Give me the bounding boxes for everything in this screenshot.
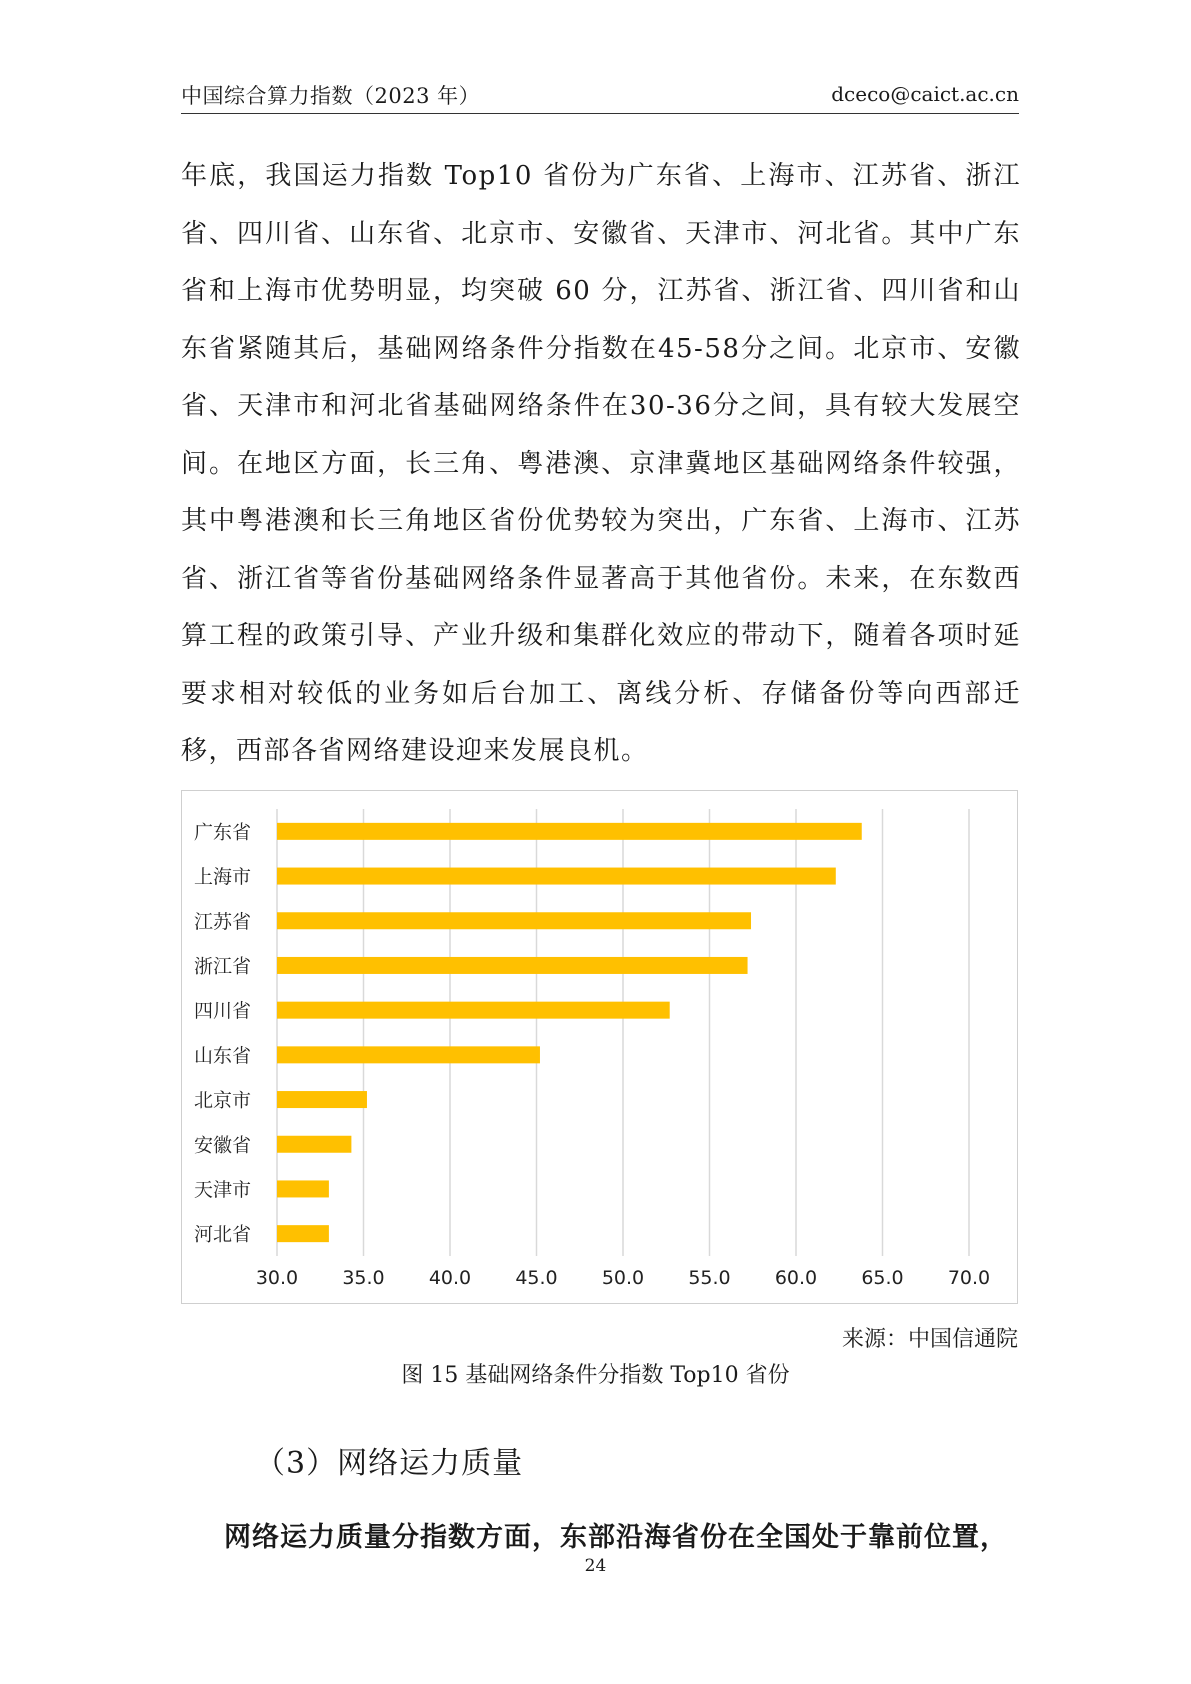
source-note: 来源：中国信通院	[841, 1327, 1018, 1352]
category-label: 北京市	[194, 1089, 252, 1112]
category-label: 广东省	[194, 821, 252, 844]
bar	[277, 1002, 670, 1019]
category-label: 天津市	[194, 1178, 252, 1201]
bar	[277, 1225, 329, 1242]
chart-canvas	[182, 791, 1017, 1303]
category-label: 江苏省	[194, 910, 252, 933]
x-tick-label: 55.0	[688, 1267, 731, 1289]
document-title: 中国综合算力指数（2023 年）	[181, 84, 481, 108]
category-label: 浙江省	[194, 955, 252, 978]
section-heading: （3）网络运力质量	[255, 1446, 524, 1481]
bar	[277, 957, 748, 974]
bar	[277, 1180, 329, 1197]
header-divider	[181, 113, 1019, 114]
x-tick-label: 65.0	[861, 1267, 904, 1289]
category-label: 四川省	[194, 1000, 252, 1023]
bold-paragraph: 网络运力质量分指数方面，东部沿海省份在全国处于靠前位置，	[224, 1522, 1008, 1553]
page-number: 24	[584, 1556, 607, 1576]
x-tick-label: 60.0	[774, 1267, 818, 1289]
category-label: 河北省	[194, 1223, 252, 1246]
figure-caption: 图 15 基础网络条件分指数 Top10 省份	[401, 1363, 790, 1388]
bar	[277, 868, 836, 885]
bar	[277, 912, 751, 929]
bar	[277, 823, 862, 840]
bar	[277, 1136, 351, 1153]
x-tick-label: 70.0	[947, 1267, 991, 1289]
category-label: 安徽省	[194, 1134, 252, 1157]
category-label: 山东省	[194, 1044, 252, 1067]
x-tick-label: 50.0	[601, 1267, 645, 1289]
bar-chart	[181, 790, 1018, 1304]
bar	[277, 1046, 540, 1063]
x-tick-label: 35.0	[342, 1267, 385, 1289]
body-paragraph: 年底，我国运力指数 Top10 省份为广东省、上海市、江苏省、浙江省、四川省、山东省、北京市、安徽省、天津市、河北省。其中广东省和上海市优势明显，均突破 60 分，江苏省、浙江省、四川省和山东省紧随其后，基础网络条件分指数在45-58分之间。北京市、安徽省、天津市和河北省基础网络条件在30-36分之间，具有较大发展空间。在地区方面，长三角、粤港澳、京津冀地区基础网络条件较强，其中粤港澳和长三角地区省份优势较为突出，广东省、上海市、江苏省、浙江省等省份基础网络条件显著高于其他省份。未来，在东数西算工程的政策引导、产业升级和集群化效应的带动下，随着各项时延要求相对较低的业务如后台加工、离线分析、存储备份等向西部迁移，西部各省网络建设迎来发展良机。	[181, 161, 1021, 766]
contact-email: dceco@caict.ac.cn	[831, 82, 1019, 106]
bar	[277, 1091, 367, 1108]
x-tick-label: 30.0	[255, 1267, 299, 1289]
x-tick-label: 45.0	[515, 1267, 558, 1289]
category-label: 上海市	[194, 866, 252, 889]
x-tick-label: 40.0	[428, 1267, 472, 1289]
